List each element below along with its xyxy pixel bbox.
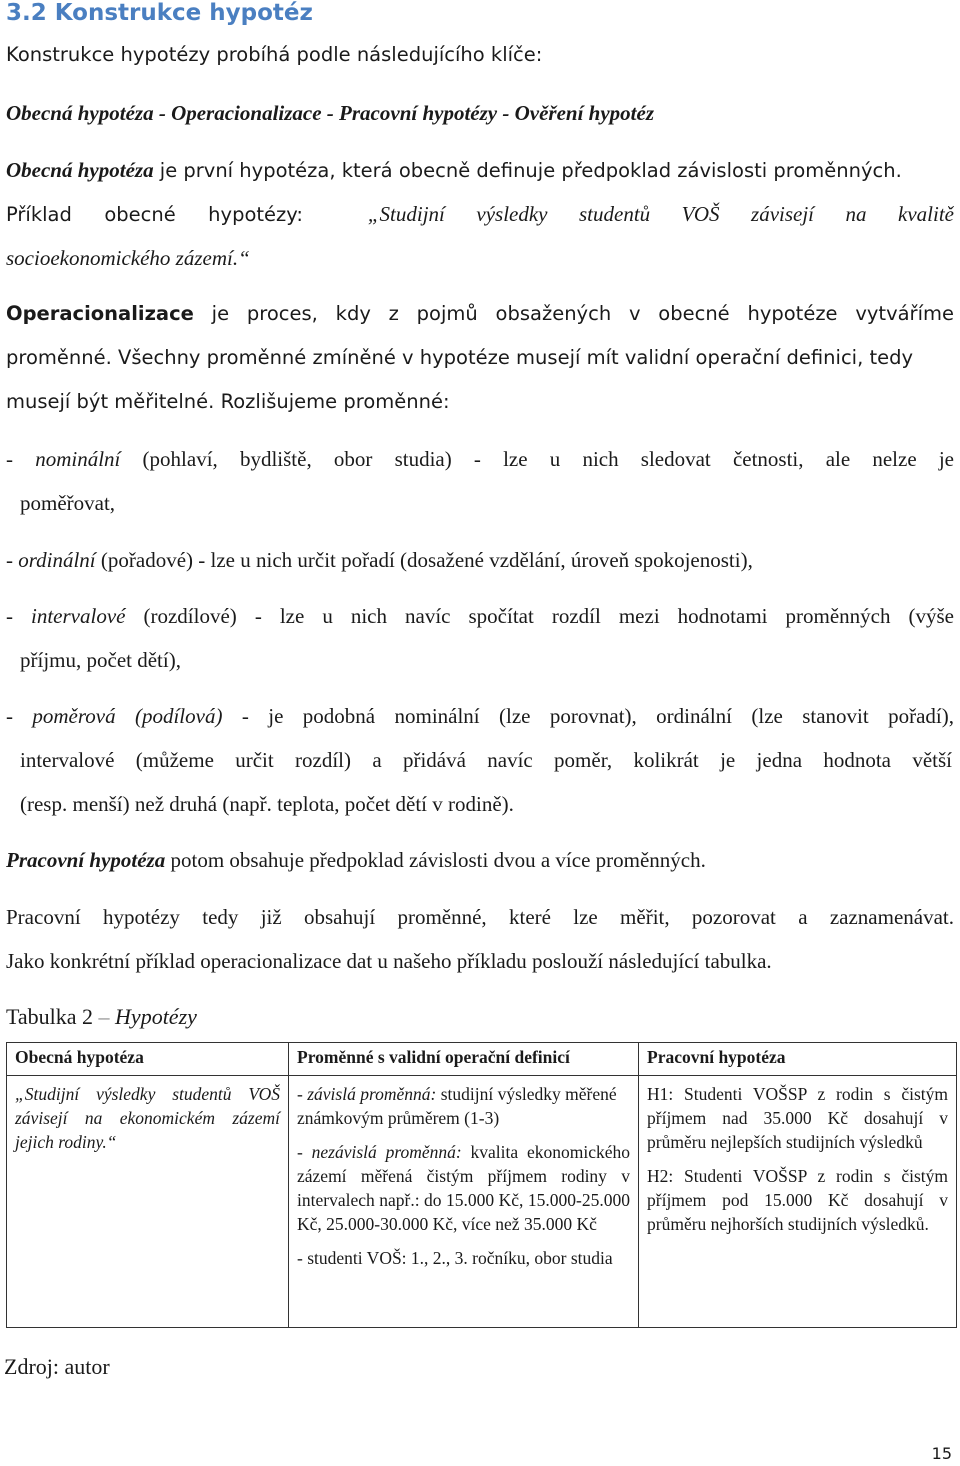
- independent-variable: [297, 1140, 630, 1236]
- header-variables: Proměnné s validní operační definicí: [289, 1043, 639, 1076]
- general-example-line-2: [6, 246, 954, 271]
- variable-nominal: [6, 447, 954, 472]
- operationalization-line-3: [6, 390, 954, 413]
- list-dash: -: [6, 604, 32, 628]
- working-hypothesis-line: [6, 848, 954, 873]
- key-separator: -: [497, 101, 515, 125]
- independent-variable-text: kvalita ekonomického zázemí měřená čistým příjmem rodiny v intervalech např.: do 15.000 Kč, 15.000-25.000 Kč, 25.000-30.000 Kč, více než 35.000 Kč: [297, 1142, 630, 1234]
- key-general: Obecná hypotéza: [6, 101, 154, 125]
- section-heading: 3.2 Konstrukce hypotéz: [6, 0, 313, 26]
- interval-description: (rozdílové) - lze u nich navíc spočítat rozdíl mezi hodnotami proměnných (výše: [125, 604, 954, 628]
- operationalization-line-2: [6, 346, 954, 369]
- interval-description-2: příjmu, počet dětí),: [20, 648, 181, 672]
- key-operationalization: - Operacionalizace -: [153, 101, 340, 125]
- variable-ratio-cont-2: [20, 792, 960, 817]
- table-caption: [6, 1004, 197, 1030]
- general-example-text-2: socioekonomického zázemí.“: [6, 246, 250, 270]
- hypotheses-table: [6, 1042, 957, 1328]
- variables-intro: Rozlišujeme proměnné:: [220, 390, 450, 413]
- ratio-description-3: (resp. menší) než druhá (např. teplota, počet dětí v rodině).: [20, 792, 514, 816]
- key-verification: Ověření hypotéz: [514, 101, 655, 125]
- list-dash: -: [6, 447, 36, 471]
- table-caption-dash: –: [98, 1004, 110, 1029]
- ratio-description-2: intervalové (můžeme určit rozdíl) a přidává navíc poměr, kolikrát je jedna hodnota větší: [20, 748, 952, 772]
- key-working: Pracovní hypotézy: [339, 101, 498, 125]
- cell-variables: [289, 1076, 639, 1328]
- general-example-line: [6, 202, 954, 227]
- table-header-row: [7, 1043, 957, 1076]
- interval-term: intervalové: [31, 604, 126, 628]
- variable-ordinal: [6, 548, 954, 573]
- independent-variable-term: - nezávislá proměnná:: [297, 1142, 462, 1162]
- variable-interval-cont: [20, 648, 960, 673]
- operationalization-text-2: proměnné. Všechny proměnné zmíněné v hypotéze musejí mít validní operační definici, tedy: [6, 346, 914, 369]
- dependent-variable-term: - závislá proměnná:: [297, 1084, 437, 1104]
- variable-interval: [6, 604, 954, 629]
- variable-nominal-cont: [20, 491, 960, 516]
- list-dash: -: [6, 704, 33, 728]
- nominal-description: (pohlaví, bydliště, obor studia) - lze u nich sledovat četnosti, ale nelze je: [120, 447, 954, 471]
- operationalization-term: Operacionalizace: [6, 302, 194, 325]
- ordinal-term: ordinální: [18, 548, 96, 572]
- dependent-variable: [297, 1082, 630, 1130]
- table-caption-label: Tabulka 2: [6, 1004, 99, 1029]
- general-hypothesis-term: Obecná hypotéza: [6, 158, 154, 182]
- working-hypothesis-term: Pracovní hypotéza: [6, 848, 166, 872]
- operationalization-definition: je proces, kdy z pojmů obsažených v obecné hypotéze vytváříme: [193, 302, 954, 325]
- dependent-variable-text: studijní výsledky měřené známkovým průměrem (1-3): [297, 1084, 617, 1128]
- variable-ratio: [6, 704, 954, 729]
- hypothesis-h2: H2: Studenti VOŠSP z rodin s čistým příjmem pod 15.000 Kč dosahují v průměru nejhorších studijních výsledků.: [647, 1166, 948, 1234]
- header-working-hypothesis: Pracovní hypotéza: [639, 1043, 957, 1076]
- general-hypothesis-line: [6, 158, 954, 183]
- list-dash: -: [6, 548, 19, 572]
- nominal-term: nominální: [35, 447, 121, 471]
- key-line: [6, 101, 954, 126]
- ratio-description: - je podobná nominální (lze porovnat), ordinální (lze stanovit pořadí),: [222, 704, 954, 728]
- operationalization-line-1: [6, 302, 954, 325]
- hypothesis-h1: H1: Studenti VOŠSP z rodin s čistým příjmem nad 35.000 Kč dosahují v průměru nejlepších studijních výsledků: [647, 1084, 948, 1152]
- intro-text: Konstrukce hypotézy probíhá podle následujícího klíče:: [6, 43, 543, 66]
- variable-ratio-cont: [20, 748, 952, 773]
- students-variable: - studenti VOŠ: 1., 2., 3. ročníku, obor studia: [297, 1248, 613, 1268]
- table-caption-title: Hypotézy: [109, 1004, 197, 1029]
- general-example-label: Příklad obecné hypotézy:: [6, 203, 336, 226]
- intro-line: [6, 42, 954, 67]
- table-source: Zdroj: autor: [4, 1354, 110, 1379]
- general-hypothesis-definition: je první hypotéza, která obecně definuje předpoklad závislosti proměnných.: [153, 159, 902, 182]
- header-general-hypothesis: Obecná hypotéza: [7, 1043, 289, 1076]
- working-hypothesis-definition: potom obsahuje předpoklad závislosti dvou a více proměnných.: [165, 848, 706, 872]
- cell-general-hypothesis: „Studijní výsledky studentů VOŠ závisejí na ekonomickém zázemí jejich rodiny.“: [7, 1076, 289, 1328]
- operationalization-text-3: musejí být měřitelné.: [6, 390, 221, 413]
- working-paragraph-line-2: [6, 949, 954, 974]
- table-row: [7, 1076, 957, 1328]
- ratio-term: poměrová (podílová): [32, 704, 223, 728]
- working-paragraph-line-1: [6, 905, 954, 930]
- working-paragraph-text-1: Pracovní hypotézy tedy již obsahují proměnné, které lze měřit, pozorovat a zaznamenávat.: [6, 905, 954, 929]
- general-example-text: „Studijní výsledky studentů VOŠ závisejí na kvalitě: [367, 202, 954, 226]
- page-number: 15: [931, 1444, 952, 1463]
- cell-working-hypotheses: [639, 1076, 957, 1328]
- ordinal-description: (pořadové) - lze u nich určit pořadí (dosažené vzdělání, úroveň spokojenosti),: [95, 548, 753, 572]
- working-paragraph-text-2: Jako konkrétní příklad operacionalizace dat u našeho příkladu poslouží následující tabulka.: [6, 949, 772, 973]
- nominal-description-2: poměřovat,: [20, 491, 116, 515]
